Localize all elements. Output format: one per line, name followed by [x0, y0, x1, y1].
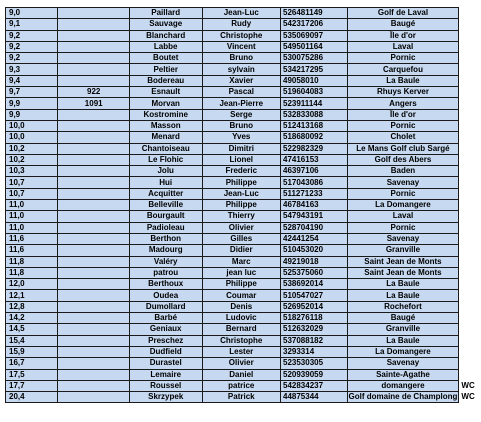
cell-first-name: Thierry: [202, 211, 280, 222]
cell-number: [58, 313, 129, 324]
cell-note: [459, 346, 481, 357]
cell-score: 9,3: [6, 64, 58, 75]
cell-last-name: Acquitter: [129, 188, 202, 199]
cell-club: Cholet: [347, 132, 459, 143]
cell-license: 535069097: [281, 30, 348, 41]
table-row: [6, 109, 481, 120]
cell-number: 922: [58, 87, 129, 98]
cell-club: La Baule: [347, 290, 459, 301]
cell-score: 12,0: [6, 279, 58, 290]
cell-last-name: Valéry: [129, 256, 202, 267]
cell-license: 538692014: [281, 279, 348, 290]
cell-license: 523911144: [281, 98, 348, 109]
cell-club: Rochefort: [347, 301, 459, 312]
table-row: [6, 346, 481, 357]
cell-number: [58, 211, 129, 222]
cell-first-name: Rudy: [202, 19, 280, 30]
table-row: [6, 222, 481, 233]
cell-last-name: Morvan: [129, 98, 202, 109]
cell-score: 11,6: [6, 233, 58, 244]
table-row: [6, 335, 481, 346]
cell-number: [58, 109, 129, 120]
cell-note: [459, 64, 481, 75]
cell-last-name: Chantoiseau: [129, 143, 202, 154]
cell-last-name: Peltier: [129, 64, 202, 75]
cell-note: [459, 143, 481, 154]
cell-score: 11,0: [6, 200, 58, 211]
table-row: [6, 177, 481, 188]
cell-note: [459, 313, 481, 324]
cell-license: 47416153: [281, 154, 348, 165]
cell-note: [459, 154, 481, 165]
cell-first-name: Bruno: [202, 120, 280, 131]
cell-license: 512632029: [281, 324, 348, 335]
cell-number: [58, 75, 129, 86]
cell-note: [459, 233, 481, 244]
cell-license: 49219018: [281, 256, 348, 267]
cell-number: [58, 166, 129, 177]
cell-club: Saint Jean de Monts: [347, 267, 459, 278]
cell-number: [58, 369, 129, 380]
cell-club: Carquefou: [347, 64, 459, 75]
cell-license: 526952014: [281, 301, 348, 312]
table-row: [6, 188, 481, 199]
cell-last-name: Boutet: [129, 53, 202, 64]
table-row: [6, 98, 481, 109]
cell-license: 528704190: [281, 222, 348, 233]
cell-number: [58, 120, 129, 131]
table-row: [6, 380, 481, 391]
cell-note: [459, 177, 481, 188]
cell-last-name: Skrzypek: [129, 392, 202, 403]
cell-note: [459, 245, 481, 256]
cell-club: Savenay: [347, 358, 459, 369]
cell-license: 518680092: [281, 132, 348, 143]
cell-last-name: Kostromine: [129, 109, 202, 120]
cell-score: 9,0: [6, 8, 58, 19]
cell-last-name: Roussel: [129, 380, 202, 391]
cell-number: [58, 41, 129, 52]
cell-license: 519604083: [281, 87, 348, 98]
cell-first-name: Jean-Pierre: [202, 98, 280, 109]
table-row: [6, 53, 481, 64]
cell-score: 12,8: [6, 301, 58, 312]
cell-first-name: Coumar: [202, 290, 280, 301]
cell-number: [58, 19, 129, 30]
table-row: [6, 245, 481, 256]
cell-score: 12,1: [6, 290, 58, 301]
cell-note: [459, 188, 481, 199]
cell-club: Golf des Abers: [347, 154, 459, 165]
cell-club: Le Mans Golf club Sargé: [347, 143, 459, 154]
cell-score: 9,1: [6, 19, 58, 30]
cell-score: 14,2: [6, 313, 58, 324]
table-row: [6, 19, 481, 30]
cell-number: [58, 324, 129, 335]
cell-last-name: Jolu: [129, 166, 202, 177]
cell-score: 10,7: [6, 188, 58, 199]
cell-number: [58, 154, 129, 165]
cell-club: La Domangere: [347, 346, 459, 357]
cell-last-name: Berthoux: [129, 279, 202, 290]
cell-license: 537088182: [281, 335, 348, 346]
cell-number: [58, 346, 129, 357]
cell-last-name: Durastel: [129, 358, 202, 369]
cell-first-name: Philippe: [202, 200, 280, 211]
cell-score: 11,0: [6, 222, 58, 233]
cell-club: domangere: [347, 380, 459, 391]
cell-note: [459, 279, 481, 290]
cell-license: 510453020: [281, 245, 348, 256]
table-row: [6, 369, 481, 380]
table-row: [6, 358, 481, 369]
table-row: [6, 324, 481, 335]
cell-score: 10,2: [6, 154, 58, 165]
cell-club: Pornic: [347, 53, 459, 64]
cell-first-name: Olivier: [202, 358, 280, 369]
cell-score: 15,9: [6, 346, 58, 357]
cell-score: 10,0: [6, 120, 58, 131]
cell-club: Saint Jean de Monts: [347, 256, 459, 267]
cell-score: 9,4: [6, 75, 58, 86]
cell-first-name: jean luc: [202, 267, 280, 278]
cell-club: Savenay: [347, 233, 459, 244]
cell-note: [459, 324, 481, 335]
cell-license: 42441254: [281, 233, 348, 244]
cell-number: [58, 64, 129, 75]
cell-note: [459, 358, 481, 369]
cell-first-name: Bruno: [202, 53, 280, 64]
cell-last-name: patrou: [129, 267, 202, 278]
cell-number: [58, 188, 129, 199]
cell-note: [459, 290, 481, 301]
cell-club: Île d'or: [347, 30, 459, 41]
cell-last-name: Bourgault: [129, 211, 202, 222]
cell-score: 9,2: [6, 30, 58, 41]
cell-first-name: patrice: [202, 380, 280, 391]
cell-license: 518276118: [281, 313, 348, 324]
cell-score: 9,7: [6, 87, 58, 98]
cell-last-name: Masson: [129, 120, 202, 131]
cell-first-name: Pascal: [202, 87, 280, 98]
cell-last-name: Dudfield: [129, 346, 202, 357]
cell-note: [459, 87, 481, 98]
cell-number: [58, 222, 129, 233]
cell-club: La Baule: [347, 279, 459, 290]
cell-last-name: Paillard: [129, 8, 202, 19]
cell-first-name: Didier: [202, 245, 280, 256]
cell-first-name: Olivier: [202, 222, 280, 233]
table-row: [6, 392, 481, 403]
cell-note: [459, 256, 481, 267]
cell-first-name: Dimitri: [202, 143, 280, 154]
cell-license: 3293314: [281, 346, 348, 357]
cell-first-name: Philippe: [202, 279, 280, 290]
table-row: [6, 290, 481, 301]
cell-license: 522982329: [281, 143, 348, 154]
cell-note: [459, 301, 481, 312]
cell-first-name: Yves: [202, 132, 280, 143]
cell-last-name: Bodereau: [129, 75, 202, 86]
cell-number: [58, 245, 129, 256]
cell-score: 14,5: [6, 324, 58, 335]
cell-first-name: Philippe: [202, 177, 280, 188]
cell-note: [459, 19, 481, 30]
cell-note: [459, 166, 481, 177]
cell-score: 15,4: [6, 335, 58, 346]
cell-club: Pornic: [347, 188, 459, 199]
table-row: [6, 256, 481, 267]
cell-number: [58, 392, 129, 403]
cell-club: Pornic: [347, 222, 459, 233]
cell-last-name: Sauvage: [129, 19, 202, 30]
cell-note: WC: [459, 380, 481, 391]
table-row: [6, 154, 481, 165]
cell-number: [58, 30, 129, 41]
table-row: [6, 233, 481, 244]
cell-number: [58, 8, 129, 19]
cell-last-name: Le Flohic: [129, 154, 202, 165]
player-table-body: [6, 8, 481, 403]
cell-first-name: Lionel: [202, 154, 280, 165]
table-row: [6, 132, 481, 143]
cell-last-name: Madourg: [129, 245, 202, 256]
cell-note: [459, 30, 481, 41]
cell-club: Angers: [347, 98, 459, 109]
cell-license: 511271233: [281, 188, 348, 199]
cell-club: Laval: [347, 211, 459, 222]
cell-license: 532833088: [281, 109, 348, 120]
cell-license: 530075286: [281, 53, 348, 64]
table-row: [6, 313, 481, 324]
cell-score: 10,0: [6, 132, 58, 143]
cell-note: [459, 369, 481, 380]
cell-license: 523530305: [281, 358, 348, 369]
table-row: [6, 200, 481, 211]
table-row: [6, 166, 481, 177]
cell-note: [459, 267, 481, 278]
cell-score: 9,2: [6, 53, 58, 64]
cell-score: 9,2: [6, 41, 58, 52]
cell-note: [459, 222, 481, 233]
cell-club: Granville: [347, 245, 459, 256]
cell-club: La Baule: [347, 335, 459, 346]
cell-score: 10,7: [6, 177, 58, 188]
cell-first-name: Xavier: [202, 75, 280, 86]
table-row: [6, 87, 481, 98]
cell-number: [58, 233, 129, 244]
cell-score: 10,2: [6, 143, 58, 154]
cell-note: [459, 120, 481, 131]
cell-number: [58, 335, 129, 346]
cell-last-name: Oudea: [129, 290, 202, 301]
cell-license: 46397106: [281, 166, 348, 177]
cell-number: [58, 256, 129, 267]
cell-number: [58, 301, 129, 312]
cell-last-name: Padioleau: [129, 222, 202, 233]
cell-note: [459, 109, 481, 120]
cell-club: Baden: [347, 166, 459, 177]
cell-club: Golf domaine de Champlong: [348, 392, 458, 402]
cell-first-name: Frederic: [202, 166, 280, 177]
cell-score: 11,8: [6, 256, 58, 267]
cell-license: 44875344: [281, 392, 348, 403]
cell-club: Savenay: [347, 177, 459, 188]
cell-license: 547943191: [281, 211, 348, 222]
cell-note: [459, 200, 481, 211]
cell-last-name: Menard: [129, 132, 202, 143]
cell-club: Baugé: [347, 313, 459, 324]
cell-last-name: Preschez: [129, 335, 202, 346]
cell-number: [58, 200, 129, 211]
cell-note: [459, 98, 481, 109]
cell-last-name: Blanchard: [129, 30, 202, 41]
cell-note: [459, 8, 481, 19]
cell-club: Rhuys Kerver: [347, 87, 459, 98]
player-table: [5, 7, 481, 403]
cell-score: 10,3: [6, 166, 58, 177]
cell-club: Golf de Laval: [347, 8, 459, 19]
cell-license: 534217295: [281, 64, 348, 75]
cell-license: 512413168: [281, 120, 348, 131]
cell-last-name: Hui: [129, 177, 202, 188]
cell-number: [58, 279, 129, 290]
cell-score: 11,0: [6, 211, 58, 222]
cell-last-name: Lemaire: [129, 369, 202, 380]
cell-last-name: Geniaux: [129, 324, 202, 335]
cell-note: [459, 132, 481, 143]
cell-score: 20,4: [6, 392, 58, 403]
cell-club: Sainte-Agathe: [347, 369, 459, 380]
cell-number: [58, 290, 129, 301]
cell-score: 9,9: [6, 109, 58, 120]
cell-number: [58, 53, 129, 64]
cell-number: [58, 358, 129, 369]
cell-last-name: Berthon: [129, 233, 202, 244]
table-row: [6, 120, 481, 131]
cell-first-name: Vincent: [202, 41, 280, 52]
cell-score: 9,9: [6, 98, 58, 109]
cell-note: [459, 75, 481, 86]
cell-first-name: Denis: [202, 301, 280, 312]
cell-license: 46784163: [281, 200, 348, 211]
cell-license: 510547027: [281, 290, 348, 301]
cell-first-name: Gilles: [202, 233, 280, 244]
cell-license: 525375060: [281, 267, 348, 278]
cell-club: Granville: [347, 324, 459, 335]
table-row: [6, 301, 481, 312]
table-row: [6, 8, 481, 19]
cell-last-name: Labbe: [129, 41, 202, 52]
table-row: [6, 64, 481, 75]
cell-note: [459, 335, 481, 346]
cell-first-name: Marc: [202, 256, 280, 267]
cell-last-name: Barbé: [129, 313, 202, 324]
table-row: [6, 267, 481, 278]
cell-last-name: Belleville: [129, 200, 202, 211]
cell-club: Pornic: [347, 120, 459, 131]
table-row: [6, 75, 481, 86]
cell-last-name: Dumollard: [129, 301, 202, 312]
cell-license: 49058010: [281, 75, 348, 86]
table-row: [6, 30, 481, 41]
cell-club: La Domangere: [347, 200, 459, 211]
cell-note: [459, 211, 481, 222]
cell-score: 17,5: [6, 369, 58, 380]
cell-number: [58, 380, 129, 391]
cell-first-name: Jean-Luc: [202, 8, 280, 19]
table-row: [6, 279, 481, 290]
cell-score: 17,7: [6, 380, 58, 391]
cell-first-name: Patrick: [202, 392, 280, 403]
cell-note: [459, 41, 481, 52]
cell-number: [58, 267, 129, 278]
cell-club: Laval: [347, 41, 459, 52]
cell-license: 542834237: [281, 380, 348, 391]
cell-first-name: Christophe: [202, 30, 280, 41]
cell-first-name: Daniel: [202, 369, 280, 380]
cell-first-name: sylvain: [202, 64, 280, 75]
cell-number: [58, 143, 129, 154]
cell-first-name: Serge: [202, 109, 280, 120]
cell-first-name: Ludovic: [202, 313, 280, 324]
cell-club: La Baule: [347, 75, 459, 86]
cell-note: WC: [459, 392, 481, 403]
cell-first-name: Bernard: [202, 324, 280, 335]
cell-score: 11,6: [6, 245, 58, 256]
cell-license: 517043086: [281, 177, 348, 188]
table-row: [6, 211, 481, 222]
cell-license: 526481149: [281, 8, 348, 19]
cell-license: 542317206: [281, 19, 348, 30]
cell-last-name: Esnault: [129, 87, 202, 98]
cell-license: 549501164: [281, 41, 348, 52]
table-row: [6, 143, 481, 154]
cell-number: [58, 177, 129, 188]
cell-score: 16,7: [6, 358, 58, 369]
cell-first-name: Christophe: [202, 335, 280, 346]
table-row: [6, 41, 481, 52]
cell-number: 1091: [58, 98, 129, 109]
cell-club: Baugé: [347, 19, 459, 30]
cell-club: Île d'or: [347, 109, 459, 120]
cell-score: 11,8: [6, 267, 58, 278]
cell-first-name: Lester: [202, 346, 280, 357]
cell-first-name: Jean-Luc: [202, 188, 280, 199]
cell-number: [58, 132, 129, 143]
cell-license: 520939059: [281, 369, 348, 380]
cell-note: [459, 53, 481, 64]
